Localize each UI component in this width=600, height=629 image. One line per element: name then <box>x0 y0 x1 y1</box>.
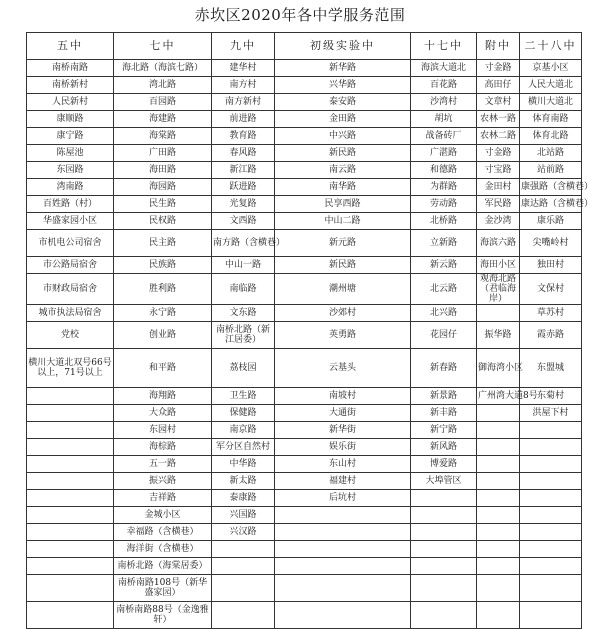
table-cell: 南桥北路（新江居委） <box>212 322 275 349</box>
table-cell: 百园路 <box>114 94 212 111</box>
table-cell <box>477 558 520 575</box>
header-cell-jiuzhong: 九中 <box>212 33 275 60</box>
table-row <box>27 213 582 230</box>
header-cell-qizhong: 七中 <box>114 33 212 60</box>
table-cell: 春风路 <box>212 145 275 162</box>
table-cell <box>520 575 582 602</box>
table-cell <box>27 490 114 507</box>
table-cell: 南方路（含横巷） <box>212 230 275 257</box>
table-cell: 南桥南路 <box>27 60 114 77</box>
table-row <box>27 128 582 145</box>
table-row <box>27 162 582 179</box>
table-row <box>27 94 582 111</box>
table-cell: 建华村 <box>212 60 275 77</box>
table-cell: 海滨六路 <box>477 230 520 257</box>
table-cell: 新宁路 <box>411 422 477 439</box>
table-cell: 金沙湾 <box>477 213 520 230</box>
table-cell: 劳动路 <box>411 196 477 213</box>
table-cell <box>27 473 114 490</box>
table-row <box>27 602 582 629</box>
header-row <box>27 33 582 60</box>
table-row <box>27 274 582 305</box>
table-cell <box>477 473 520 490</box>
table-cell: 城市执法局宿舍 <box>27 305 114 322</box>
table-cell: 南桥新村 <box>27 77 114 94</box>
table-cell: 康达路（含横巷） <box>520 196 582 213</box>
table-cell <box>27 558 114 575</box>
table-row <box>27 490 582 507</box>
table-cell: 新江路 <box>212 162 275 179</box>
table-cell <box>411 490 477 507</box>
table-cell: 沙湾村 <box>411 94 477 111</box>
table-cell: 康宁路 <box>27 128 114 145</box>
service-area-table <box>26 32 594 629</box>
table-cell: 御海湾小区 <box>477 349 520 388</box>
table-cell: 新华街 <box>275 422 411 439</box>
table-cell: 体育北路 <box>520 128 582 145</box>
page-title: 赤坎区2020年各中学服务范围 <box>194 6 406 24</box>
table-cell <box>520 456 582 473</box>
table-row <box>27 111 582 128</box>
table-cell: 华盛家园小区 <box>27 213 114 230</box>
table-cell: 站前路 <box>520 162 582 179</box>
table-cell: 卫生路 <box>212 388 275 405</box>
table-cell: 党校 <box>27 322 114 349</box>
table-cell <box>275 541 411 558</box>
table-cell: 寸金路 <box>477 145 520 162</box>
table-cell: 沙郊村 <box>275 305 411 322</box>
table-cell: 东菊村 <box>520 388 582 405</box>
table-cell: 海翔路 <box>114 388 212 405</box>
table-cell: 福建村 <box>275 473 411 490</box>
table-cell: 民享西路 <box>275 196 411 213</box>
table-cell: 陈屋池 <box>27 145 114 162</box>
table-row <box>27 473 582 490</box>
table-cell: 教育路 <box>212 128 275 145</box>
table-cell: 振兴路 <box>114 473 212 490</box>
table-cell <box>477 524 520 541</box>
table-cell: 兴国路 <box>212 507 275 524</box>
table-cell: 文保村 <box>520 274 582 305</box>
table-cell: 北桥路 <box>411 213 477 230</box>
table-cell: 人民大道北 <box>520 77 582 94</box>
table-cell: 永宁路 <box>114 305 212 322</box>
table-row <box>27 77 582 94</box>
table-cell: 南桥南路88号（金逸雅轩） <box>114 602 212 629</box>
table-cell: 文东路 <box>212 305 275 322</box>
header-cell-shiqizhong: 十七中 <box>411 33 477 60</box>
table-cell: 海田路 <box>114 162 212 179</box>
table-cell: 泰康路 <box>212 490 275 507</box>
table-cell: 观海北路（君临海岸） <box>477 274 520 305</box>
header-cell-fuzhong: 附中 <box>477 33 520 60</box>
table-cell: 花园仔 <box>411 322 477 349</box>
table-cell <box>275 558 411 575</box>
table-cell <box>520 558 582 575</box>
table-cell: 海棠路 <box>114 128 212 145</box>
table-cell: 新元路 <box>275 230 411 257</box>
table-cell: 南华路 <box>275 179 411 196</box>
table-cell: 湾北路 <box>114 77 212 94</box>
table-cell: 保健路 <box>212 405 275 422</box>
table-cell: 海建路 <box>114 111 212 128</box>
table-cell: 中山二路 <box>275 213 411 230</box>
table-cell: 康乐路 <box>520 213 582 230</box>
table-cell: 吉祥路 <box>114 490 212 507</box>
table-cell <box>212 602 275 629</box>
table-cell: 民生路 <box>114 196 212 213</box>
table-cell: 康顺路 <box>27 111 114 128</box>
table-cell <box>477 422 520 439</box>
table-row <box>27 305 582 322</box>
table-cell: 南桥南路108号（新华盛家园） <box>114 575 212 602</box>
table-cell <box>27 405 114 422</box>
table-cell: 文章村 <box>477 94 520 111</box>
header-cell-ershiba: 二十八中 <box>520 33 582 60</box>
table-cell: 胡坑 <box>411 111 477 128</box>
table-cell: 东盟城 <box>520 349 582 388</box>
table-cell: 人民新村 <box>27 94 114 111</box>
table-cell <box>212 558 275 575</box>
table-cell: 和平路 <box>114 349 212 388</box>
table-cell: 战备砖厂 <box>411 128 477 145</box>
table-cell <box>27 541 114 558</box>
table-cell: 军分区自然村 <box>212 439 275 456</box>
table-cell: 南坡村 <box>275 388 411 405</box>
table-row <box>27 322 582 349</box>
table-cell: 新风路 <box>411 439 477 456</box>
table-row <box>27 257 582 274</box>
table-cell <box>520 439 582 456</box>
table-cell: 为群路 <box>411 179 477 196</box>
table-cell: 前进路 <box>212 111 275 128</box>
table-row <box>27 575 582 602</box>
table-cell: 百姓路（村） <box>27 196 114 213</box>
table-cell: 海园路 <box>114 179 212 196</box>
table-cell: 北云路 <box>411 274 477 305</box>
table-cell: 云基头 <box>275 349 411 388</box>
table-cell: 新春路 <box>411 349 477 388</box>
table-cell: 兴华路 <box>275 77 411 94</box>
table-cell: 康强路（含横巷） <box>520 179 582 196</box>
header-cell-chuji: 初级实验中 <box>275 33 411 60</box>
table-row <box>27 230 582 257</box>
table-cell <box>411 575 477 602</box>
table-cell <box>27 439 114 456</box>
table-cell <box>275 575 411 602</box>
table-cell: 东园路 <box>27 162 114 179</box>
table-cell: 高田仔 <box>477 77 520 94</box>
table-cell: 横川大道北 <box>520 94 582 111</box>
table-cell <box>411 524 477 541</box>
table-cell <box>520 422 582 439</box>
table-cell <box>477 490 520 507</box>
table-cell <box>477 507 520 524</box>
table-cell: 幸福路（含横巷） <box>114 524 212 541</box>
table-cell: 南方新村 <box>212 94 275 111</box>
table-row <box>27 439 582 456</box>
table-cell <box>212 541 275 558</box>
table-cell: 中山一路 <box>212 257 275 274</box>
table-cell: 兴汉路 <box>212 524 275 541</box>
table-cell: 大通街 <box>275 405 411 422</box>
table-cell <box>27 456 114 473</box>
table-cell: 洪屋下村 <box>520 405 582 422</box>
table-cell: 市机电公司宿舍 <box>27 230 114 257</box>
table-cell <box>27 524 114 541</box>
table-cell <box>275 602 411 629</box>
table-cell: 泰安路 <box>275 94 411 111</box>
table-cell: 新华路 <box>275 60 411 77</box>
table-cell: 南方村 <box>212 77 275 94</box>
table-cell <box>411 558 477 575</box>
table-cell: 文西路 <box>212 213 275 230</box>
table-cell: 荔枝园 <box>212 349 275 388</box>
table-row <box>27 524 582 541</box>
table-cell <box>275 507 411 524</box>
table-cell: 广湛路 <box>411 145 477 162</box>
table-cell: 振华路 <box>477 322 520 349</box>
table-cell: 湾南路 <box>27 179 114 196</box>
table-cell <box>212 575 275 602</box>
table-cell: 市公路局宿舍 <box>27 257 114 274</box>
table-cell: 寸金路 <box>477 60 520 77</box>
table-cell <box>520 602 582 629</box>
table-cell: 金城小区 <box>114 507 212 524</box>
table-cell: 中兴路 <box>275 128 411 145</box>
table-cell: 尖嘴岭村 <box>520 230 582 257</box>
table-cell: 军民路 <box>477 196 520 213</box>
table-row <box>27 60 582 77</box>
table-cell: 海棕路 <box>114 439 212 456</box>
table-cell: 东山村 <box>275 456 411 473</box>
table-cell: 广州湾大道8号 <box>477 388 520 405</box>
table-cell: 北兴路 <box>411 305 477 322</box>
table-cell: 潮州塘 <box>275 274 411 305</box>
table-cell <box>520 473 582 490</box>
table-cell: 东园村 <box>114 422 212 439</box>
table-cell: 百花路 <box>411 77 477 94</box>
table-cell <box>477 405 520 422</box>
table-cell <box>27 422 114 439</box>
table-cell <box>275 524 411 541</box>
table-cell <box>520 524 582 541</box>
table-cell <box>477 541 520 558</box>
table-cell: 大众路 <box>114 405 212 422</box>
table-cell: 广田路 <box>114 145 212 162</box>
table-cell <box>520 490 582 507</box>
table-cell: 金田村 <box>477 179 520 196</box>
table-cell: 胜利路 <box>114 274 212 305</box>
table-cell: 新景路 <box>411 388 477 405</box>
table-cell: 立新路 <box>411 230 477 257</box>
table-cell: 南临路 <box>212 274 275 305</box>
table-row <box>27 541 582 558</box>
table-cell: 光复路 <box>212 196 275 213</box>
table-cell: 新民路 <box>275 145 411 162</box>
table-cell <box>477 305 520 322</box>
table-cell: 娱乐街 <box>275 439 411 456</box>
table-cell: 南云路 <box>275 162 411 179</box>
table-cell <box>411 507 477 524</box>
table-cell <box>411 541 477 558</box>
table-cell: 南桥北路（海棠居委） <box>114 558 212 575</box>
table-row <box>27 145 582 162</box>
table-row <box>27 456 582 473</box>
table-cell: 横川大道北双号66号以上，71号以上 <box>27 349 114 388</box>
table-cell: 农林二路 <box>477 128 520 145</box>
table-cell: 北站路 <box>520 145 582 162</box>
table-cell <box>520 507 582 524</box>
table-row <box>27 422 582 439</box>
table-cell: 海洋街（含横巷） <box>114 541 212 558</box>
table-cell <box>477 602 520 629</box>
table-cell: 民主路 <box>114 230 212 257</box>
table-cell <box>477 575 520 602</box>
table-cell: 京基小区 <box>520 60 582 77</box>
table-row <box>27 558 582 575</box>
table-cell: 海田小区 <box>477 257 520 274</box>
table-cell: 跃进路 <box>212 179 275 196</box>
table-cell: 大埠管区 <box>411 473 477 490</box>
table-cell <box>477 439 520 456</box>
table-cell <box>27 602 114 629</box>
table-cell: 农林一路 <box>477 111 520 128</box>
table-cell: 新云路 <box>411 257 477 274</box>
table-cell <box>520 541 582 558</box>
table-row <box>27 349 582 388</box>
table-cell: 英勇路 <box>275 322 411 349</box>
table-cell: 民族路 <box>114 257 212 274</box>
table-cell: 创业路 <box>114 322 212 349</box>
table-cell: 新太路 <box>212 473 275 490</box>
table-cell: 市财政局宿舍 <box>27 274 114 305</box>
table-cell: 和德路 <box>411 162 477 179</box>
table-cell <box>27 575 114 602</box>
table-cell <box>27 507 114 524</box>
table-cell <box>27 388 114 405</box>
table-cell: 独田村 <box>520 257 582 274</box>
table-cell: 五一路 <box>114 456 212 473</box>
header-cell-wuzhong: 五中 <box>27 33 114 60</box>
table-cell: 新民路 <box>275 257 411 274</box>
table-cell: 民权路 <box>114 213 212 230</box>
table-row <box>27 507 582 524</box>
table-row <box>27 388 582 405</box>
table-cell: 海北路（海滨七路） <box>114 60 212 77</box>
table-cell: 南京路 <box>212 422 275 439</box>
table-cell: 霞赤路 <box>520 322 582 349</box>
table-cell: 金田路 <box>275 111 411 128</box>
table-cell <box>477 456 520 473</box>
table-cell: 体育南路 <box>520 111 582 128</box>
table-cell: 寸宝路 <box>477 162 520 179</box>
table-cell: 后坑村 <box>275 490 411 507</box>
table-cell: 草苏村 <box>520 305 582 322</box>
table-cell: 新丰路 <box>411 405 477 422</box>
table-cell: 海滨大道北 <box>411 60 477 77</box>
table-cell: 博爱路 <box>411 456 477 473</box>
table-row <box>27 196 582 213</box>
table-row <box>27 405 582 422</box>
table-row <box>27 179 582 196</box>
table-cell <box>411 602 477 629</box>
table-cell: 中华路 <box>212 456 275 473</box>
